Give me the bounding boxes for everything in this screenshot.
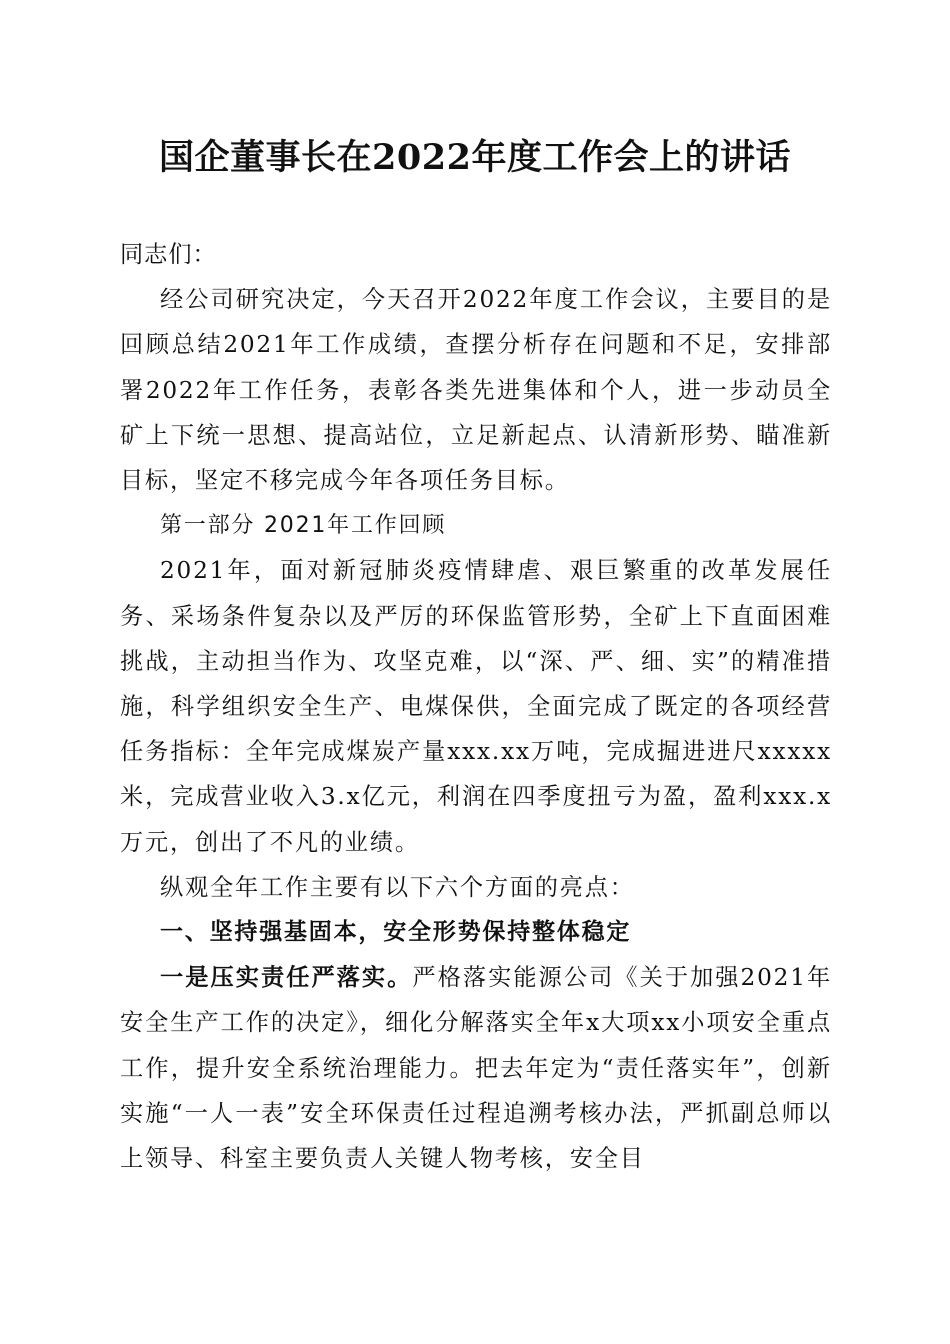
document-title: 国企董事长在2022年度工作会上的讲话 [159, 137, 791, 178]
point-one-body: 严格落实能源公司《关于加强2021年安全生产工作的决定》，细化分解落实全年x大项xx小项安全重点工作，提升安全系统治理能力。把去年定为“责任落实年”，创新实施“一人一表”安全环保责任过程追溯考核办法，严抓副总师以上领导、科室主要负责人关键人物考核，安全目 [120, 964, 833, 1173]
part-one-heading: 第一部分 2021年工作回顾 [160, 513, 447, 539]
document-body [120, 232, 832, 1181]
section-one-heading: 一、坚持强基固本，安全形势保持整体稳定 [160, 919, 632, 946]
review-paragraph: 2021年，面对新冠肺炎疫情肆虐、艰巨繁重的改革发展任务、采场条件复杂以及严厉的环保监管形势，全矿上下直面困难挑战，主动担当作为、攻坚克难，以“深、严、细、实”的精准措施，科学组织安全生产、电煤保供，全面完成了既定的各项经营任务指标：全年完成煤炭产量xxx.xx万吨，完成掘进进尺xxxxx米，完成营业收入3.x亿元，利润在四季度扭亏为盈，盈利xxx.x万元，创出了不凡的业绩。 [120, 557, 832, 856]
point-one-paragraph [120, 955, 832, 1181]
intro-paragraph: 经公司研究决定，今天召开2022年度工作会议，主要目的是回顾总结2021年工作成绩，查摆分析存在问题和不足，安排部署2022年工作任务，表彰各类先进集体和个人，进一步动员全矿上下统一思想、提高站位，立足新起点、认清新形势、瞄准新目标，坚定不移完成今年各项任务目标。 [120, 286, 832, 495]
greeting-line: 同志们： [120, 241, 217, 268]
highlights-intro: 纵观全年工作主要有以下六个方面的亮点： [160, 873, 635, 901]
point-one-lead: 一是压实责任严落实。 [160, 964, 413, 992]
